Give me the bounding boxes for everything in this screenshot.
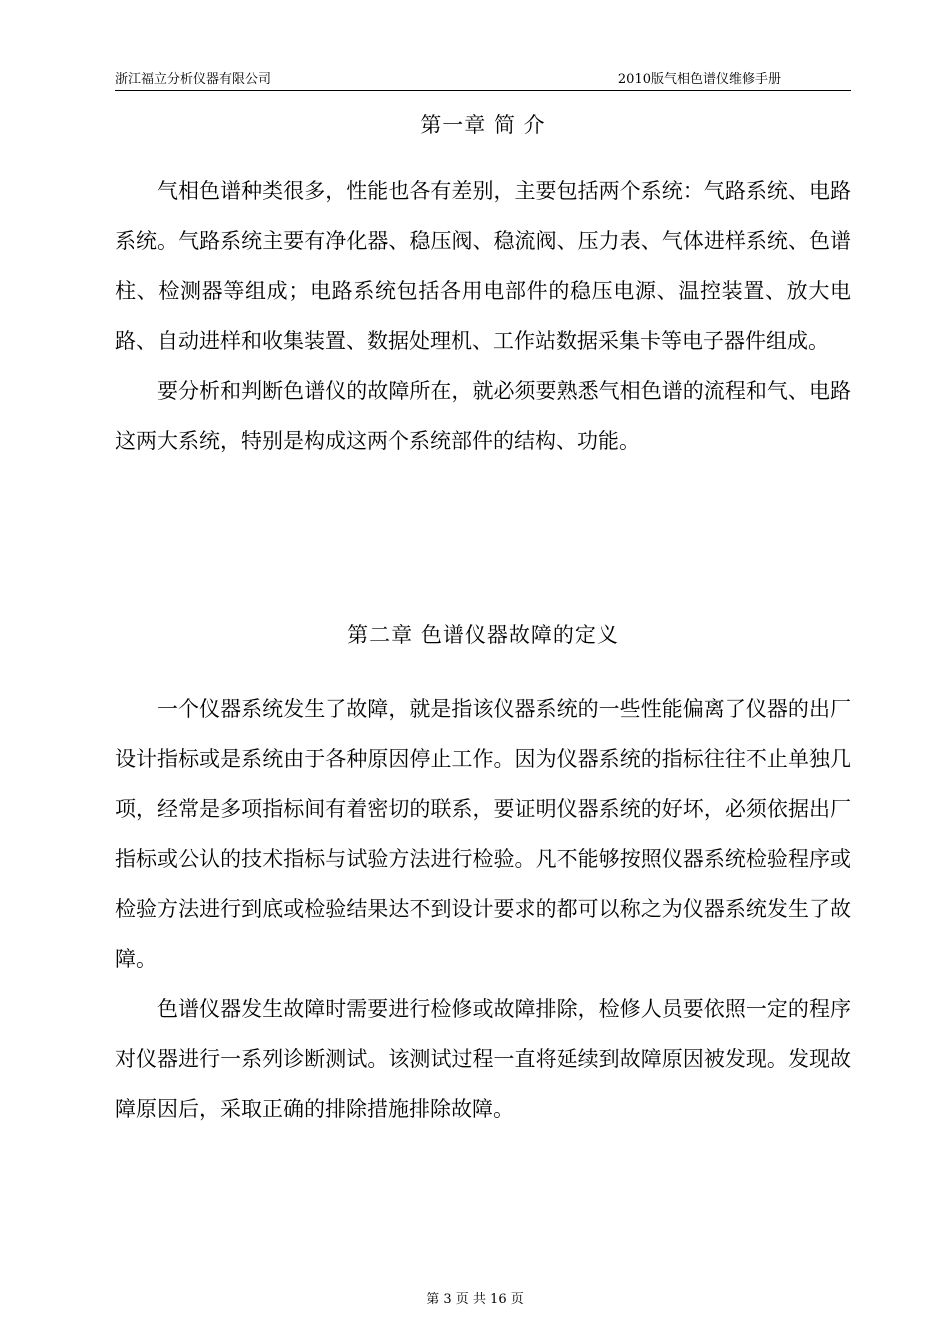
chapter-1-title: 第一章 简 介	[420, 113, 546, 137]
page-footer	[0, 1290, 950, 1310]
chapter-1-body	[115, 166, 851, 466]
page-header	[115, 70, 851, 91]
chapter-2-paragraph-1: 一个仪器系统发生了故障，就是指该仪器系统的一些性能偏离了仪器的出厂设计指标或是系统由于各种原因停止工作。因为仪器系统的指标往往不止单独几项，经常是多项指标间有着密切的联系，要证明仪器系统的好坏，必须依据出厂指标或公认的技术指标与试验方法进行检验。凡不能够按照仪器系统检验程序或检验方法进行到底或检验结果达不到设计要求的都可以称之为仪器系统发生了故障。	[115, 697, 851, 971]
header-manual-title: 2010版气相色谱仪维修手册	[617, 72, 781, 87]
chapter-2-paragraph-2: 色谱仪器发生故障时需要进行检修或故障排除，检修人员要依照一定的程序对仪器进行一系列诊断测试。该测试过程一直将延续到故障原因被发现。发现故障原因后，采取正确的排除措施排除故障。	[115, 997, 851, 1121]
chapter-2-title: 第二章 色谱仪器故障的定义	[347, 623, 619, 647]
chapter-1-paragraph-1: 气相色谱种类很多，性能也各有差别，主要包括两个系统：气路系统、电路系统。气路系统主要有净化器、稳压阀、稳流阀、压力表、气体进样系统、色谱柱、检测器等组成；电路系统包括各用电部件的稳压电源、温控装置、放大电路、自动进样和收集装置、数据处理机、工作站数据采集卡等电子器件组成。	[115, 179, 851, 353]
chapter-1-paragraph-2: 要分析和判断色谱仪的故障所在，就必须要熟悉气相色谱的流程和气、电路这两大系统，特别是构成这两个系统部件的结构、功能。	[115, 379, 851, 453]
header-company: 浙江福立分析仪器有限公司	[115, 72, 272, 87]
chapter-2-body	[115, 684, 851, 1134]
page-number-label: 第 3 页 共 16 页	[426, 1292, 524, 1307]
